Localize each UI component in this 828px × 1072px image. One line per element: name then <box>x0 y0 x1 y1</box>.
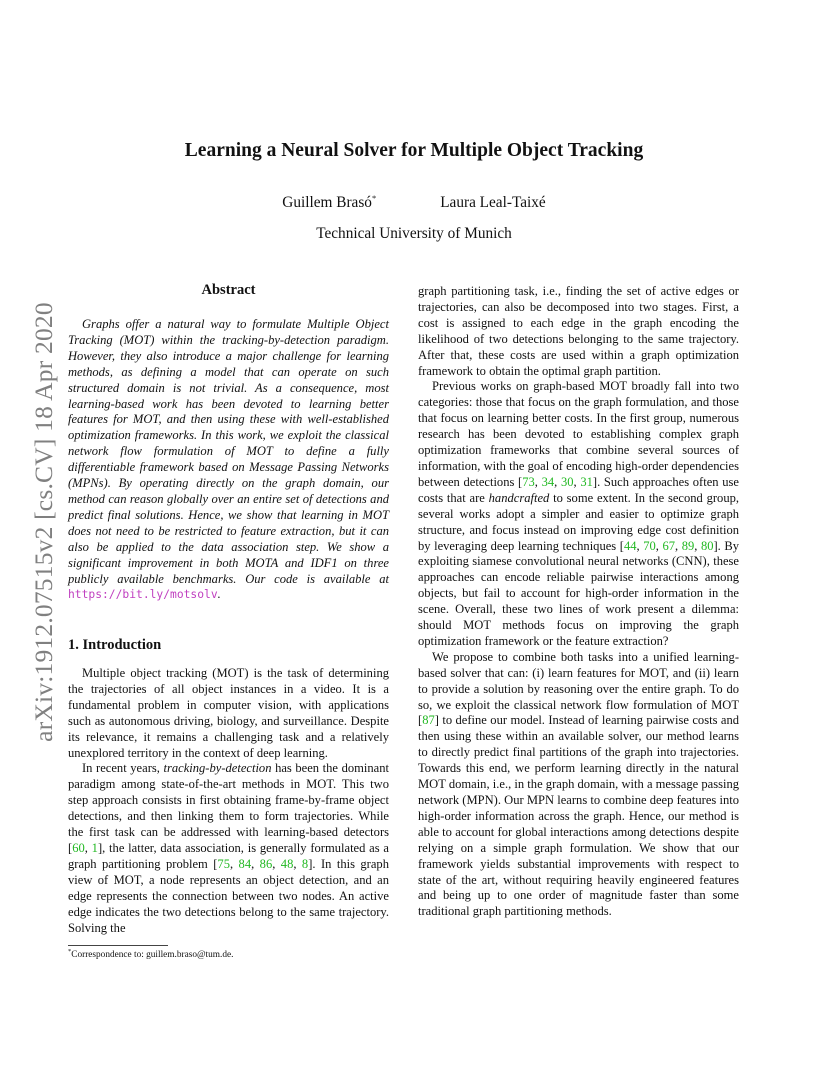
intro-paragraph-3: graph partitioning task, i.e., finding the set of active edges or trajectories, can also be decomposed into two stages. First, a cost is assigned to each edge in the graph encoding the likelihood of two detections belonging to the same trajectory. After that, these costs are used within a graph optimization framework to obtain the optimal graph partition. <box>418 284 739 378</box>
emphasis-tracking-by-detection: tracking-by-detection <box>163 761 272 776</box>
section-heading-introduction: 1. Introduction <box>68 637 162 653</box>
intro-right-column <box>418 284 739 920</box>
author-1 <box>282 194 376 212</box>
author-1-mark: * <box>371 192 377 203</box>
citation-link[interactable]: 89 <box>681 538 695 553</box>
citation-link[interactable]: 70 <box>643 538 656 553</box>
code-url-link[interactable]: https://bit.ly/motsolv <box>68 588 218 602</box>
text-run: has been the dominant paradigm among state-of-the-art methods in MOT. This two step approach consists in first obtaining frame-by-frame object detections, and then linking them to form trajectories. While the first task can be addressed with learning-based detectors [ <box>68 761 389 855</box>
abstract-paragraph <box>68 317 389 603</box>
text-run: ]. Such approaches often use costs that are <box>418 474 739 505</box>
abstract-heading: Abstract <box>201 282 256 298</box>
abstract-body <box>68 317 389 603</box>
citation-link[interactable]: 30 <box>560 474 574 489</box>
citation-link[interactable]: 31 <box>580 474 593 489</box>
emphasis-handcrafted: handcrafted <box>488 490 550 505</box>
footnote-mark: * <box>68 947 72 955</box>
intro-left-column <box>68 666 389 936</box>
intro-paragraph-1: Multiple object tracking (MOT) is the task of determining the trajectories of all object instances in a video. It is a fundamental problem in computer vision, with applications such as autonomous driving, biology, and surveillance. Despite its relevance, it remains a challenging task and a relatively unexplored territory in the context of deep learning. <box>68 666 389 760</box>
text-run: We propose to combine both tasks into a unified learning-based solver that can: (i) learn features for MOT, and (ii) learn to provide a solution by reasoning over the entire graph. To do so, we exploit the classical network flow formulation of MOT [ <box>418 649 739 728</box>
text-run: ]. In this graph view of MOT, a node represents an object detection, and an edge represents the connection between two nodes. An active edge indicates the two detections belong to the same trajectory. Solving the <box>68 856 389 935</box>
citation-link[interactable]: 86 <box>259 856 273 871</box>
citation-link[interactable]: 73 <box>522 474 535 489</box>
citation-link[interactable]: 67 <box>662 538 675 553</box>
text-run: Previous works on graph-based MOT broadly fall into two categories: those that focus on the graph formulation, and those that focus on learning better costs. In the first group, numerous research has been devoted to establishing complex graph optimization frameworks that combine several sources of information, with the goal of encoding high-order dependencies between detections [ <box>418 379 739 489</box>
text-run: to some extent. In the second group, several works adopt a simpler and easier to optimize graph structure, and focus instead on improving edge cost definition by leveraging deep learning techniques [ <box>418 490 740 553</box>
citation-link[interactable]: 1 <box>91 840 98 855</box>
intro-paragraph-5 <box>418 650 739 920</box>
abstract-end: . <box>217 587 221 602</box>
affiliation: Technical University of Munich <box>316 225 512 242</box>
arxiv-stamp <box>20 284 68 759</box>
abstract-text: Graphs offer a natural way to formulate Multiple Object Tracking (MOT) within the tracking-by-detection paradigm. However, they also introduce a major challenge for learning methods, as defining a model that can operate on such structured domain is not trivial. As a consequence, most learning-based work has been devoted to learning better features for MOT, and then using these with well-established optimization frameworks. In this work, we exploit the classical network flow formulation of MOT to define a fully differentiable framework based on Message Passing Networks (MPNs). By operating directly on the graph domain, our method can reason globally over an entire set of detections and predict final solutions. Hence, we show that learning in MOT does not need to be restricted to feature extraction, but it can also be applied to the data association step. We show a significant improvement in both MOTA and IDF1 on three publicly available benchmarks. Our code is available at <box>68 317 389 586</box>
footnote <box>68 947 234 960</box>
footnote-rule <box>68 945 168 946</box>
text-run: ], the latter, data association, is generally formulated as a graph partitioning problem [ <box>68 840 389 871</box>
arxiv-stamp-text: arXiv:1912.07515v2 [cs.CV] 18 Apr 2020 <box>29 301 58 742</box>
citation-link[interactable]: 75 <box>217 856 230 871</box>
author-2 <box>440 194 546 212</box>
citation-link[interactable]: 44 <box>623 538 637 553</box>
author-1-name: Guillem Brasó <box>282 194 372 211</box>
citation-link[interactable]: 48 <box>280 856 294 871</box>
text-run: ]. By exploiting siamese convolutional neural networks (CNN), these approaches can encode reliable pairwise interactions among objects, but fail to account for high-order information in the scene. Overall, these two lines of work present a dilemma: should MOT methods focus on improving the graph optimization framework or the feature extraction? <box>418 538 740 648</box>
intro-paragraph-4: Previous works on graph-based MOT broadly fall into two categories: those that focus on the graph formulation, and those that focus on learning better costs. In the first group, numerous research has been devoted to establishing complex graph optimization frameworks that combine several sources of information, with the goal of encoding high-order dependencies between detections [73, 34, 30, 31]. Such approaches often use costs that are handcrafted to some extent. In the second group, several works adopt a simpler and easier to optimize graph structure, and focus instead on improving edge cost definition by leveraging deep learning techniques [44, 70, 67, 89, 80]. By exploiting siamese convolutional neural networks (CNN), these approaches can encode reliable pairwise interactions among objects, but fail to account for high-order information in the scene. Overall, these two lines of work present a dilemma: should MOT methods focus on improving the graph optimization framework or the feature extraction? <box>418 379 740 648</box>
citation-link[interactable]: 8 <box>301 856 309 871</box>
footnote-text: Correspondence to: guillem.braso@tum.de. <box>71 950 234 960</box>
citation-link[interactable]: 80 <box>700 538 714 553</box>
citation-link[interactable]: 34 <box>541 474 555 489</box>
author-list <box>0 194 828 212</box>
intro-paragraph-2: In recent years, tracking-by-detection has been the dominant paradigm among state-of-the-art methods in MOT. This two step approach consists in first obtaining frame-by-frame object detections, and then linking them to form trajectories. While the first task can be addressed with learning-based detectors [60, 1], the latter, data association, is generally formulated as a graph partitioning problem [75, 84, 86, 48, 8]. In this graph view of MOT, a node represents an object detection, and an edge represents the connection between two nodes. An active edge indicates the two detections belong to the same trajectory. Solving the <box>68 761 389 935</box>
text-run: In recent years, <box>82 761 160 776</box>
author-2-name: Laura Leal-Taixé <box>440 194 546 211</box>
citation-link[interactable]: 84 <box>238 856 252 871</box>
text-run: ] to define our model. Instead of learning pairwise costs and then using these within an available solver, our method learns to directly predict final partitions of the graph into trajectories. Towards this end, we perform learning directly in the natural MOT domain, i.e., in the graph domain, with a message passing network (MPN). Our MPN learns to combine deep features into high-order information across the graph. Hence, our method is able to account for global interactions among detections despite relying on a simple graph formulation. We show that our framework yields substantial improvements with respect to state of the art, without requiring heavily engineered features and being up to one order of magnitude faster than some traditional graph partitioning methods. <box>418 713 739 919</box>
citation-link[interactable]: 87 <box>422 713 435 728</box>
paper-title: Learning a Neural Solver for Multiple Object Tracking <box>184 140 644 161</box>
citation-link[interactable]: 60 <box>72 840 85 855</box>
